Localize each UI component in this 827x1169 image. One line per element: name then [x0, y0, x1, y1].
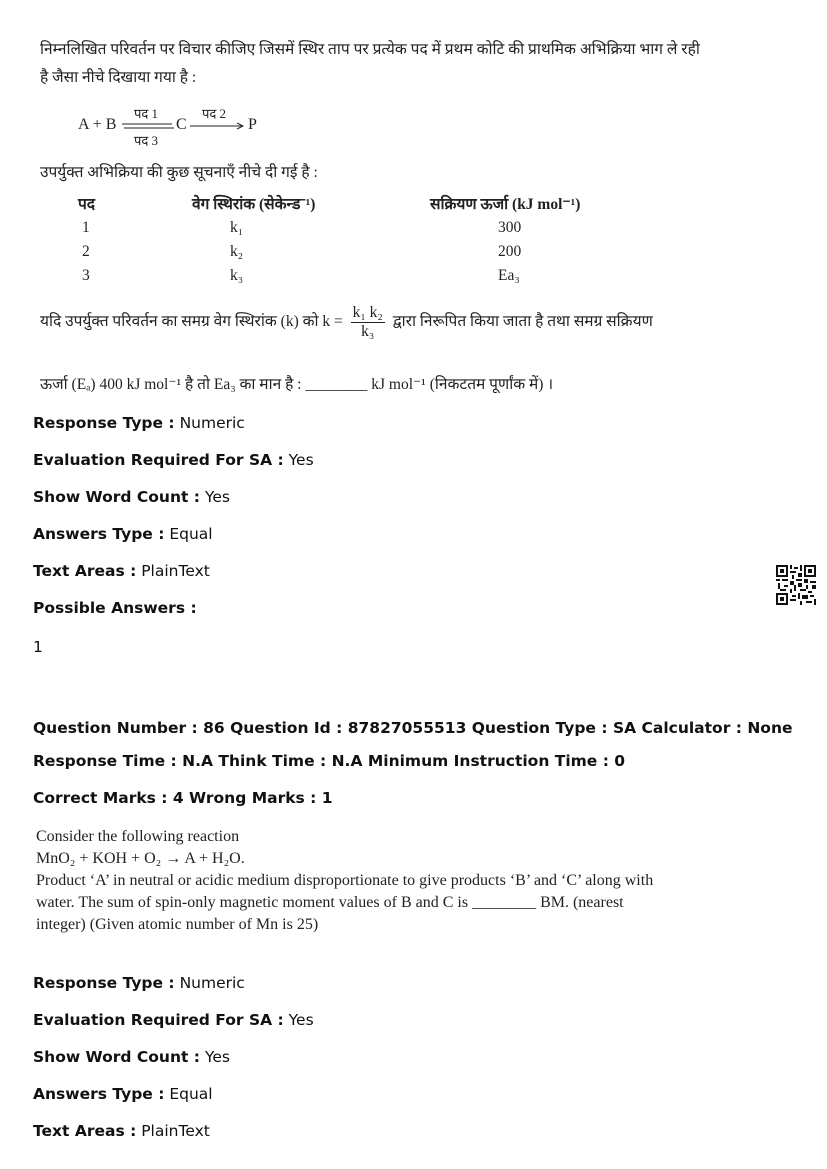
fraction-denominator: k₃	[361, 323, 375, 340]
q86-evaluation-required	[33, 1011, 314, 1029]
q85-intro-line1: निम्नलिखित परिवर्तन पर विचार कीजिए जिसमें स्थिर ताप पर प्रत्येक पद में प्रथम कोटि की प्राथमिक अभिक्रिया भाग ले रही	[40, 41, 700, 58]
q85-intro	[40, 36, 700, 92]
cell-step: 1	[82, 219, 90, 236]
q86-body-line: Consider the following reaction	[36, 828, 240, 845]
q86-answers-type	[33, 1085, 213, 1103]
q85-condition-line2: ऊर्जा (Eₐ) 400 kJ mol⁻¹ है तो Ea₃ का मान है : ________ kJ mol⁻¹ (निकटतम पूर्णांक में) ।	[40, 376, 554, 393]
q85-condition-line1	[40, 304, 653, 341]
label: Text Areas :	[33, 1122, 137, 1140]
step2-label: पद 2	[202, 106, 227, 121]
cell-k: k₂	[230, 243, 244, 260]
cell-k: k₃	[230, 267, 244, 284]
q86-body-line: Product ‘A’ in neutral or acidic medium disproportionate to give products ‘B’ and ‘C’ along with	[36, 872, 654, 889]
label: Response Type :	[33, 414, 175, 432]
table-row	[68, 264, 678, 288]
step1-label: पद 1	[134, 106, 159, 121]
table-row	[68, 216, 678, 240]
value: PlainText	[141, 1122, 210, 1140]
q85-evaluation-required	[33, 451, 314, 469]
label: Show Word Count :	[33, 1048, 200, 1066]
table-row	[68, 240, 678, 264]
condition-text-b: द्वारा निरूपित किया जाता है तथा समग्र सक्रियण	[392, 313, 653, 331]
q85-reaction	[78, 104, 278, 148]
label: Text Areas :	[33, 562, 137, 580]
q85-response-type	[33, 414, 245, 432]
label: Answers Type :	[33, 1085, 165, 1103]
cell-k: k₁	[230, 219, 244, 236]
cell-step: 3	[82, 267, 90, 284]
q86-response-type	[33, 974, 245, 992]
q86-header-line1: Question Number : 86 Question Id : 87827055513 Question Type : SA Calculator : None	[33, 719, 793, 737]
label: Show Word Count :	[33, 488, 200, 506]
q85-info-line: उपर्युक्त अभिक्रिया की कुछ सूचनाएँ नीचे दी गई है :	[40, 164, 318, 181]
rate-table	[68, 190, 678, 288]
value: Yes	[204, 488, 230, 506]
cell-ea: Ea₃	[498, 267, 520, 284]
forward-arrow-icon	[190, 121, 246, 131]
q85-text-areas	[33, 562, 210, 580]
cell-step: 2	[82, 243, 90, 260]
value: Equal	[169, 1085, 213, 1103]
q86-header-line2: Response Time : N.A Think Time : N.A Minimum Instruction Time : 0	[33, 752, 626, 770]
intermediate: C	[176, 116, 187, 133]
product: P	[248, 116, 257, 133]
q86-text-areas	[33, 1122, 210, 1140]
cell-ea: 300	[498, 219, 522, 236]
q85-possible-answers	[33, 599, 197, 617]
fraction-numerator: k₁ k₂	[352, 304, 383, 321]
label: Response Type :	[33, 974, 175, 992]
equilibrium-arrow-icon	[122, 121, 174, 131]
value: PlainText	[141, 562, 210, 580]
q85-intro-line2: है जैसा नीचे दिखाया गया है :	[40, 69, 197, 86]
value: Yes	[288, 451, 314, 469]
rate-fraction	[351, 304, 385, 341]
condition-text-a: यदि उपर्युक्त परिवर्तन का समग्र वेग स्थिरांक (k) को k =	[40, 313, 343, 331]
label: Evaluation Required For SA :	[33, 1011, 284, 1029]
q86-show-word-count	[33, 1048, 230, 1066]
reactants: A + B	[78, 116, 117, 133]
col-step: पद	[78, 196, 96, 213]
q85-answers-type	[33, 525, 213, 543]
rate-table-header	[68, 190, 678, 216]
q86-header-line3: Correct Marks : 4 Wrong Marks : 1	[33, 789, 333, 807]
label: Answers Type :	[33, 525, 165, 543]
q85-show-word-count	[33, 488, 230, 506]
q86-body-line: MnO₂ + KOH + O₂ → A + H₂O.	[36, 850, 245, 867]
step3-label: पद 3	[134, 133, 159, 148]
label: Possible Answers :	[33, 599, 197, 617]
value: Yes	[288, 1011, 314, 1029]
value: Numeric	[179, 414, 245, 432]
qr-code-icon	[776, 565, 816, 605]
q86-body-line: integer) (Given atomic number of Mn is 25)	[36, 916, 319, 933]
col-activation-energy: सक्रियण ऊर्जा (kJ mol⁻¹)	[430, 196, 581, 213]
value: Numeric	[179, 974, 245, 992]
value: Equal	[169, 525, 213, 543]
value: Yes	[204, 1048, 230, 1066]
col-rate-constant: वेग स्थिरांक (सेकेन्ड⁻¹)	[192, 196, 316, 213]
q86-question-body	[36, 826, 654, 936]
cell-ea: 200	[498, 243, 522, 260]
q85-possible-answer-value: 1	[33, 638, 43, 656]
label: Evaluation Required For SA :	[33, 451, 284, 469]
q86-body-line: water. The sum of spin-only magnetic moment values of B and C is ________ BM. (nearest	[36, 894, 624, 911]
